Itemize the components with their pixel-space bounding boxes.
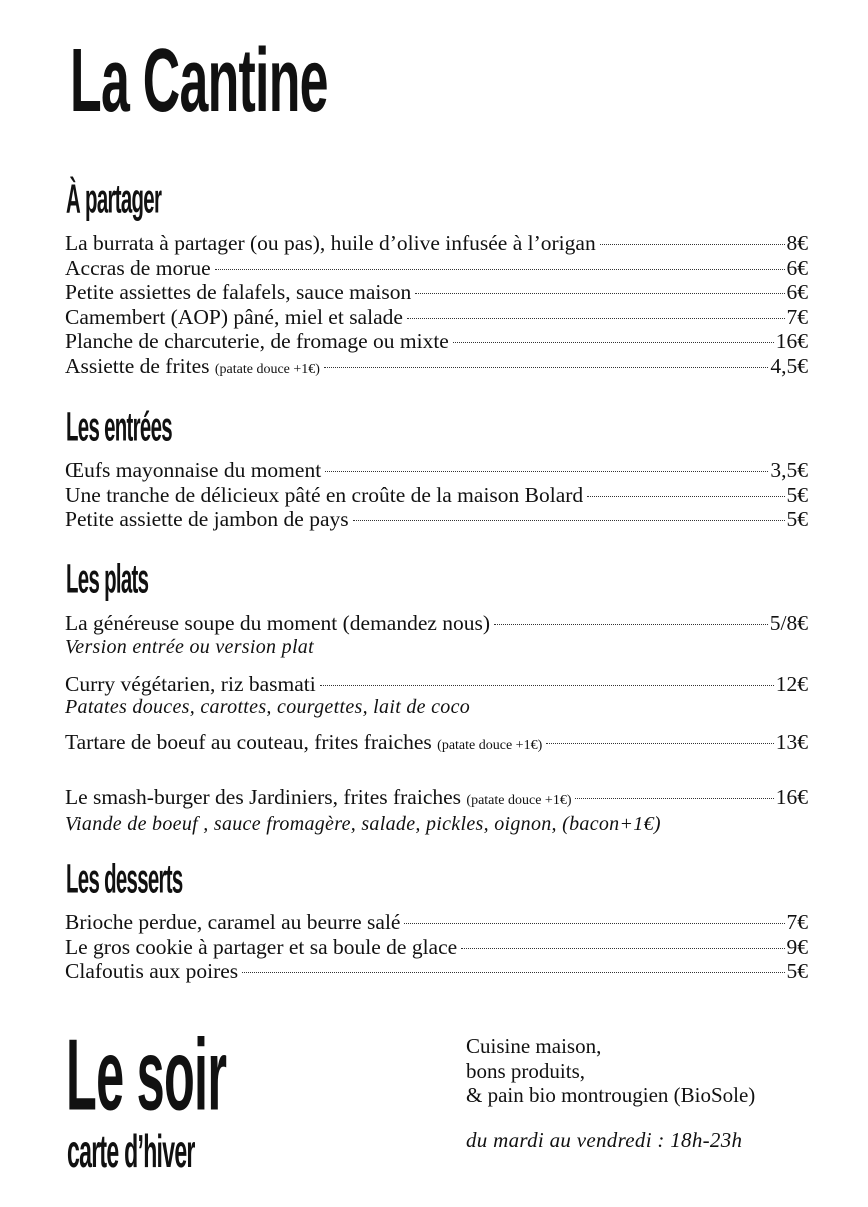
section-title-les-desserts: Les desserts [66,857,183,902]
item-name: Brioche perdue, caramel au beurre salé [65,910,401,934]
item-name: Petite assiette de jambon de pays [65,507,349,531]
item-price: 5/8€ [769,611,808,635]
item-note: Version entrée ou version plat [65,635,314,658]
leader-dots [546,743,774,744]
leader-dots [325,471,768,472]
menu-item [65,354,808,383]
dish-group [65,730,808,759]
section-les-plats-items [65,611,808,835]
leader-dots [215,269,785,270]
section-a-partager-items [65,231,808,382]
menu-item [65,910,808,935]
menu-item [65,730,808,759]
leader-dots [453,342,774,343]
item-price: 16€ [775,329,808,353]
menu-item [65,256,808,281]
item-name: Assiette de frites [65,353,210,378]
item-price: 5€ [786,959,808,983]
item-name: La burrata à partager (ou pas), huile d’olive infusée à l’origan [65,231,596,255]
info-line: & pain bio montrougien (BioSole) [466,1083,756,1107]
item-name: Tartare de boeuf au couteau, frites fraiches [65,730,432,754]
item-name: Œufs mayonnaise du moment [65,458,322,482]
dish-group [65,672,808,719]
menu-item [65,305,808,330]
dish-group [65,611,808,658]
leader-dots [404,923,784,924]
item-price: 5€ [786,482,808,507]
item-price: 12€ [775,671,808,696]
item-note: Patates douces, carottes, courgettes, lait de coco [65,696,471,718]
item-name: Le smash-burger des Jardiniers, frites fraiches [65,784,462,809]
leader-dots [324,367,768,368]
section-title-les-plats: Les plats [66,557,149,602]
leader-dots [494,624,768,625]
section-title-a-partager: À partager [66,177,162,222]
opening-hours: du mardi au vendredi : 18h-23h [466,1128,743,1152]
leader-dots [600,244,785,245]
item-price: 7€ [786,304,808,329]
menu-item [65,280,808,305]
info-line: Cuisine maison, [466,1034,602,1058]
leader-dots [587,496,784,497]
section-title-les-entrees: Les entrées [66,405,172,450]
item-name: Accras de morue [65,255,211,280]
item-price: 6€ [786,280,808,304]
menu-item [65,611,808,636]
menu-item [65,458,808,483]
evening-title: Le soir [66,1018,227,1132]
item-price: 8€ [786,231,808,255]
item-price: 9€ [786,934,808,959]
evening-subtitle: carte d’hiver [67,1125,195,1178]
leader-dots [415,293,784,294]
leader-dots [353,520,785,521]
menu-item [65,231,808,256]
info-line: bons produits, [466,1058,586,1083]
item-option: (patate douce +1€) [214,361,320,377]
leader-dots [320,685,774,686]
menu-item [65,507,808,532]
item-price: 7€ [786,910,808,934]
item-name: Camembert (AOP) pâné, miel et salade [65,304,403,329]
item-note: Viande de boeuf , sauce fromagère, salade, pickles, oignon, (bacon+1€) [65,813,661,835]
dish-group [65,785,808,836]
info-block [466,1034,755,1108]
item-name: La généreuse soupe du moment (demandez nous) [65,611,491,635]
menu-item [65,785,808,814]
menu-item [65,959,808,984]
leader-dots [461,948,784,949]
item-price: 4,5€ [770,353,808,378]
item-name: Le gros cookie à partager et sa boule de glace [65,934,458,959]
item-name: Clafoutis aux poires [65,959,239,983]
section-les-desserts-items [65,910,808,984]
item-option: (patate douce +1€) [437,738,543,753]
item-name: Petite assiettes de falafels, sauce maison [65,280,412,304]
item-name: Curry végétarien, riz basmati [65,671,316,696]
item-price: 3,5€ [770,458,808,482]
item-name: Une tranche de délicieux pâté en croûte de la maison Bolard [65,482,584,507]
menu-item [65,483,808,508]
menu-item [65,672,808,697]
item-price: 13€ [775,730,808,754]
item-price: 5€ [786,507,808,531]
leader-dots [407,318,785,319]
section-les-entrees-items [65,458,808,532]
menu-item [65,329,808,354]
item-price: 16€ [775,784,808,809]
menu-item [65,935,808,960]
leader-dots [242,972,784,973]
item-option: (patate douce +1€) [466,792,572,808]
item-name: Planche de charcuterie, de fromage ou mixte [65,329,449,353]
leader-dots [575,798,773,799]
menu-title: La Cantine [70,31,328,131]
item-price: 6€ [786,255,808,280]
